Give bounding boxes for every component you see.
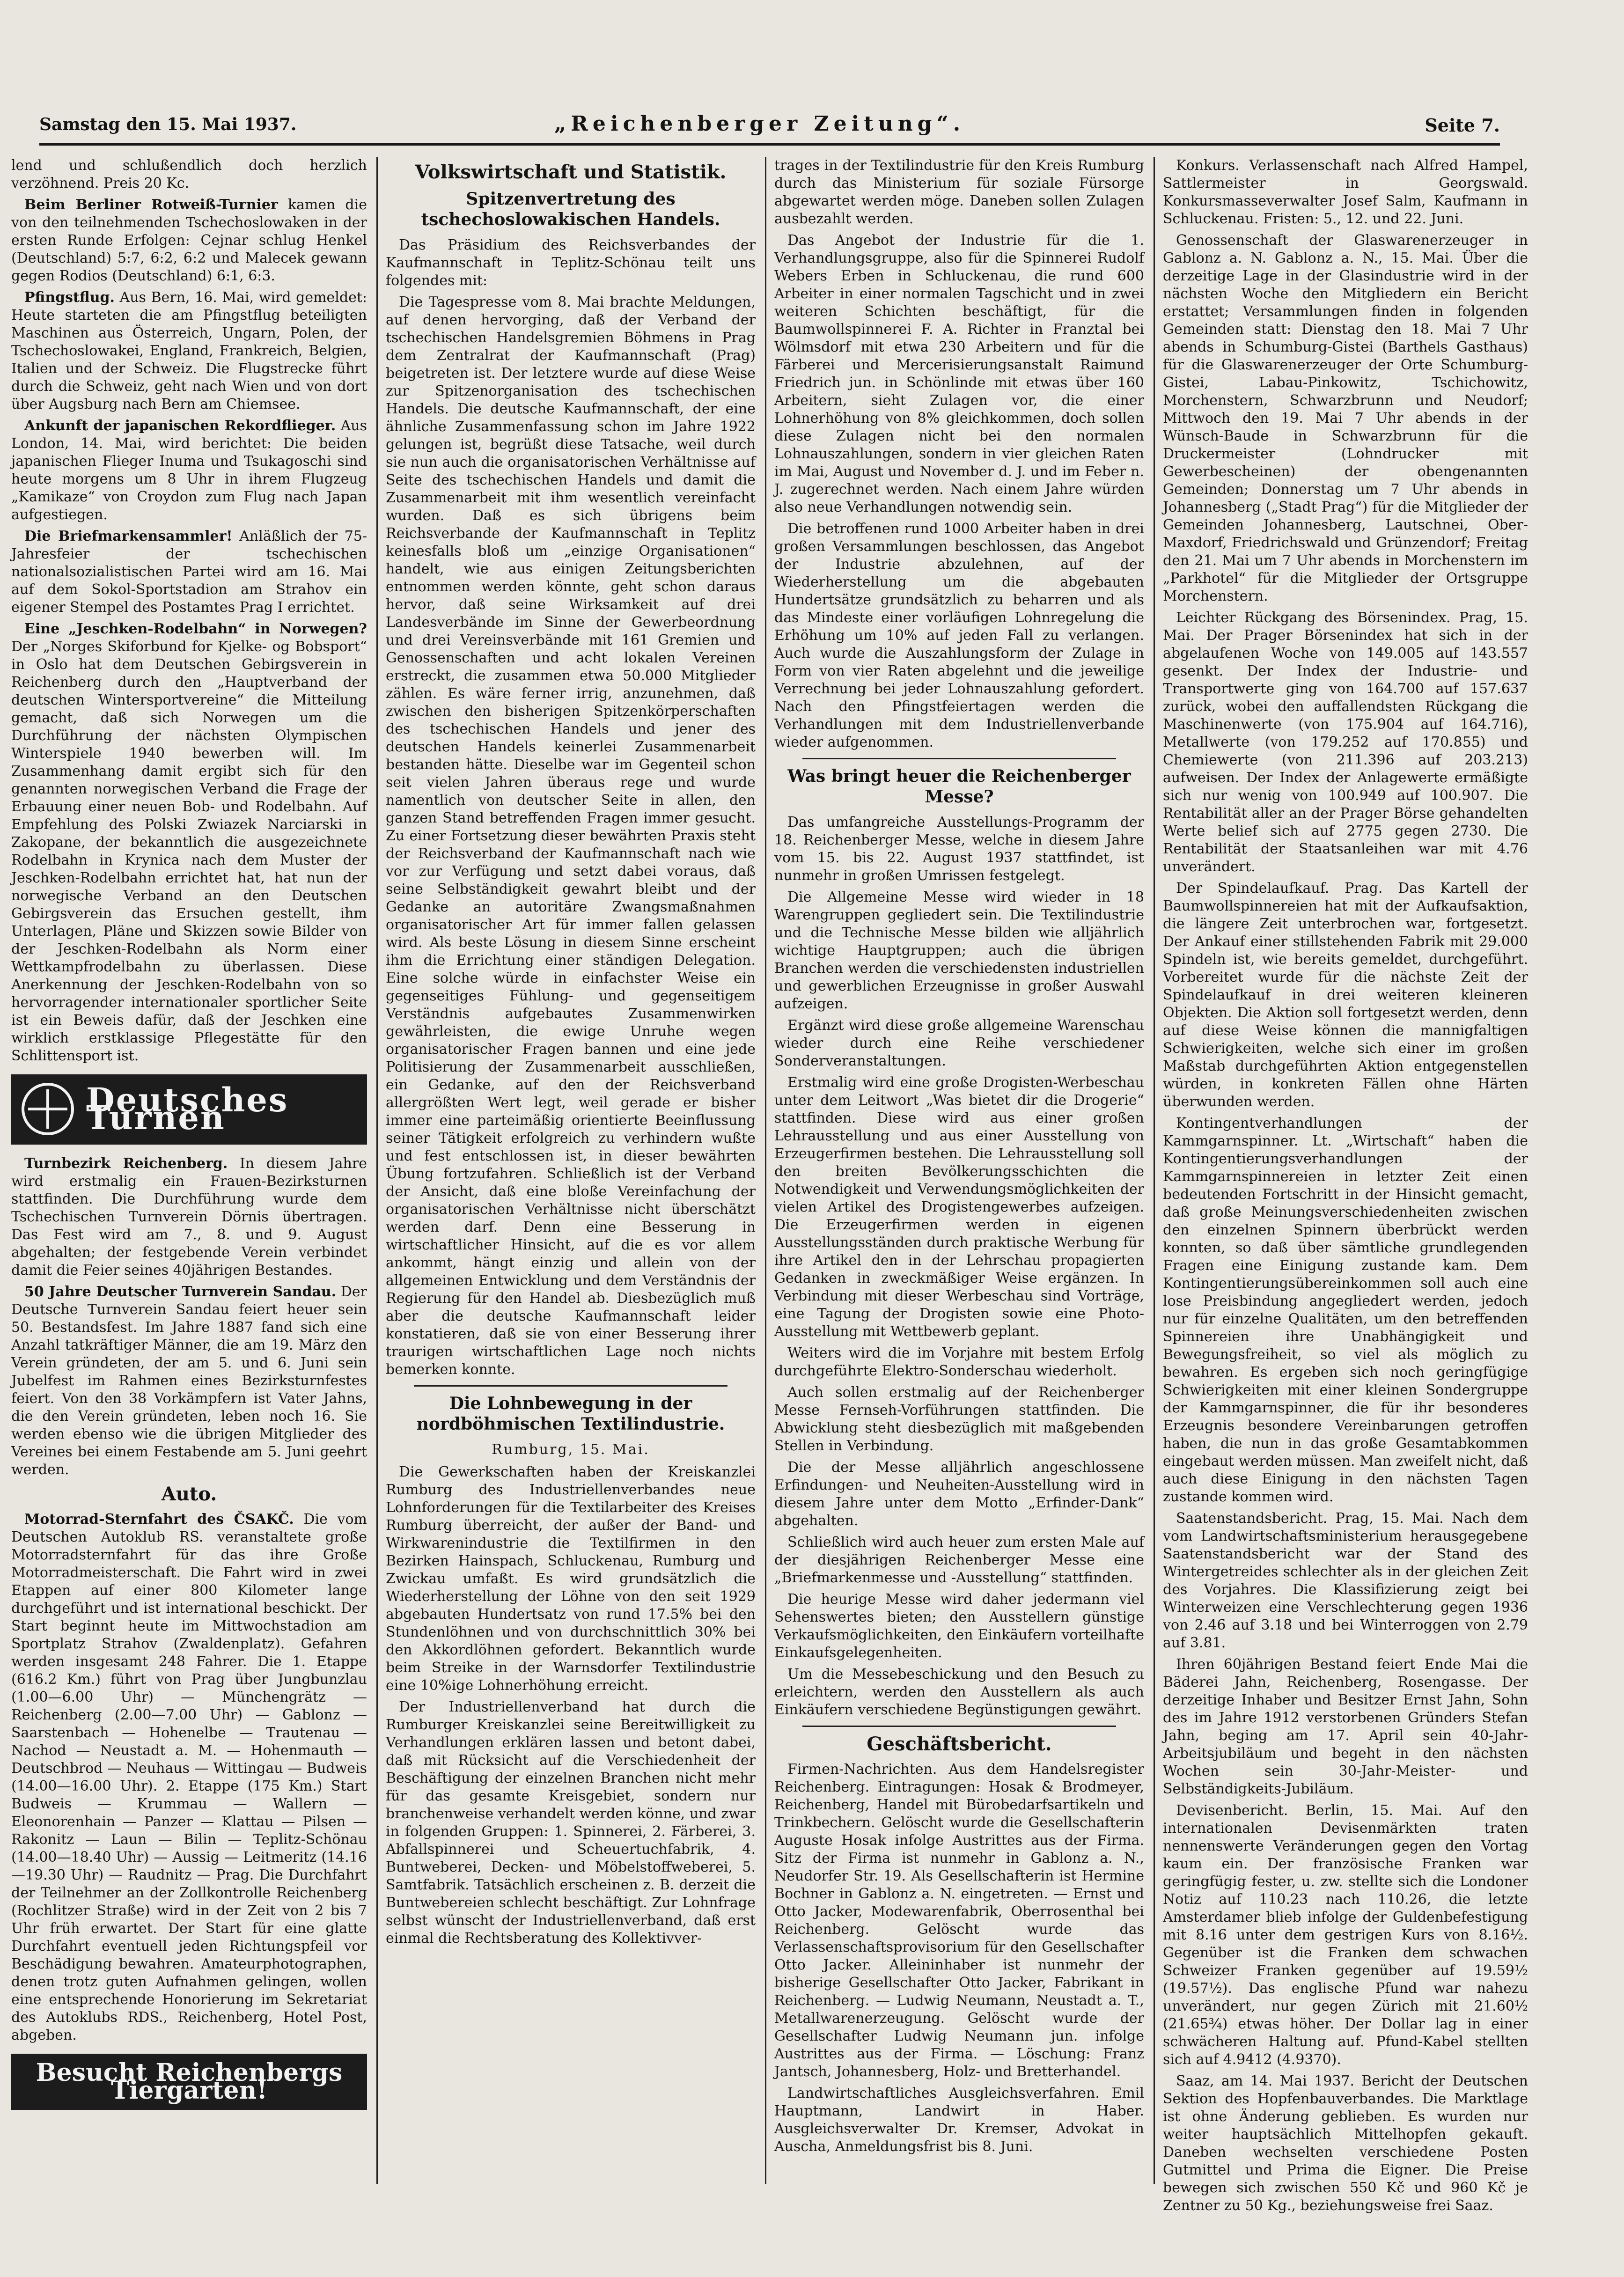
section-title-auto: Auto. xyxy=(161,1483,217,1505)
article-paragraph: Die heurige Messe wird daher jedermann viel Sehenswertes bieten; den Ausstellern günstige Verkaufsmöglichkeiten, den Einkäufern vorteilhafte Einkaufsgelegenheiten. xyxy=(774,1591,1144,1661)
column-1 xyxy=(11,157,367,2184)
article-paragraph: trages in der Textilindustrie für den Kreis Rumburg durch das Ministerium für soziale Fürsorge abgewartet werden möge. Daneben sollen Zulagen ausbezahlt werden. xyxy=(774,157,1144,227)
article-paragraph: Weiters wird die im Vorjahre mit bestem Erfolg durchgeführte Elektro-Sonderschau wiederholt. xyxy=(774,1345,1144,1379)
news-item-text: Anläßlich der 75-Jahresfeier der tschechischen nationalsozialistischen Partei wird am 16. Mai auf dem Sokol-Sportstadion am Strahov ein eigener Stempel des Postamtes Prag I errichtet. xyxy=(11,528,367,616)
article-paragraph: Leichter Rückgang des Börsenindex. Prag, 15. Mai. Der Prager Börsenindex hat sich in der abgelaufenen Woche von 149.005 auf 143.557 gesenkt. Der Index der Industrie- und Transportwerte ging von 164.700 auf 157.637 zurück, wobei den auffallendsten Rückgang die Maschinenwerte (von 175.904 auf 164.716), Metallwerte (von 179.252 auf 170.855) und Chemiewerte (von 211.396 auf 203.213) aufweisen. Der Index der Anlagewerte ermäßigte sich nur wenig von 100.949 auf 100.907. Die Rentabilität aller an der Prager Börse gehandelten Werte belief sich auf 2775 gegen 2730. Die Rentabilität der Staatsanleihen war mit 4.76 unverändert. xyxy=(1163,610,1528,875)
column-rule xyxy=(765,157,766,2184)
news-item-lead: Beim Berliner Rotweiß-Turnier xyxy=(24,197,278,213)
news-item xyxy=(11,620,367,1065)
news-item xyxy=(11,1283,367,1479)
section-title-geschaeftsbericht: Geschäftsbericht. xyxy=(867,1733,1052,1755)
news-item-text: Die vom Deutschen Autoklub RS. veranstaltete große Motorradsternfahrt für das ihre Große Motorradmeisterschaft. Die Fahrt wird in zwei Etappen auf einer 800 Kilometer lange durchgeführt und ist international beschickt. Der Start beginnt heute im Mittwochstadion am Sportplatz Strahov (Zwaldenplatz). Gefahren werden insgesamt 248 Fahrer. Die 1. Etappe (616.2 Km.) führt von Prag über Jungbunzlau (1.00—6.00 Uhr) — Münchengrätz — Reichenberg (2.00—7.00 Uhr) — Gablonz — Saarstenbach — Hohenelbe — Trautenau — Nachod — Neustadt a. M. — Hohenmauth — Deutschbrod — Neuhaus — Wittingau — Budweis (14.00—16.00 Uhr). 2. Etappe (175 Km.) Start Budweis — Krummau — Wallern — Eleonorenhain — Panzer — Klattau — Pilsen — Rakonitz — Laun — Bilin — Teplitz-Schönau (14.00—18.40 Uhr) — Aussig — Leitmeritz (14.16—19.30 Uhr) — Raudnitz — Prag. Die Durchfahrt der Teilnehmer an der Zollkontrolle Reichenberg (Rochlitzer Straße) wird in der Zeit von 2 bis 7 Uhr früh erwartet. Der Start für eine glatte Durchfahrt eventuell jeden Richtungspfeil vor Beschädigung bewahren. Amateurphotographen, denen trotz guten Aufnahmen gelingen, wollen eine entsprechende Honorierung im Sekretariat des Autoklubs RDS., Reichenberg, Hotel Post, abgeben. xyxy=(11,1511,367,2043)
news-item xyxy=(11,289,367,413)
news-item xyxy=(11,528,367,617)
column-rule xyxy=(1154,157,1155,2184)
news-item-lead: Turnbezirk Reichenberg. xyxy=(24,1155,228,1172)
article-title: Was bringt heuer die Reichenberger Messe? xyxy=(787,766,1131,807)
article-paragraph: Ergänzt wird diese große allgemeine Warenschau wieder durch eine Reihe verschiedener Sonderveranstaltungen. xyxy=(774,1017,1144,1069)
article-paragraph: Auch sollen erstmalig auf der Reichenberger Messe Fernseh-Vorführungen stattfinden. Die Abwicklung steht diesbezüglich mit maßgebenden Stellen in Verbindung. xyxy=(774,1384,1144,1454)
article-paragraph: Saaz, am 14. Mai 1937. Bericht der Deutschen Sektion des Hopfenbauverbandes. Die Marktlage ist ohne Änderung geblieben. Es wurden nur weiter hauptsächlich Mittelhopfen gekauft. Daneben wechselten verschiedene Posten Gutmittel und Prima die Eigner. Die Preise bewegen sich zwischen 550 Kč und 960 Kč je Zentner zu 50 Kg., beziehungsweise frei Saaz. xyxy=(1163,2073,1528,2214)
article-title: Die Lohnbewegung in der nordböhmischen Textilindustrie. xyxy=(416,1394,725,1434)
news-item-lead: Motorrad-Sternfahrt des ČSAKČ. xyxy=(24,1511,294,1528)
news-item-text: Der Deutsche Turnverein Sandau feiert heuer sein 50. Bestandsfest. Im Jahre 1887 fand sich eine Anzahl tatkräftiger Männer, die am 19. März den Verein gründeten, der am 5. und 6. Juni sein Jubelfest im Rahmen eines Bezirksturnfestes feiert. Von den 38 Vorkämpfern ist Vater Jahns, die den Verein gründeten, leben noch 16. Sie werden ebenso wie die übrigen Mitglieder des Vereines bei einem Festabende am 5. Juni geehrt werden. xyxy=(11,1284,367,1478)
article-paragraph: Das umfangreiche Ausstellungs-Programm der 18. Reichenberger Messe, welche in diesem Jahre vom 15. bis 22. August 1937 stattfindet, ist nunmehr in großen Umrissen festgelegt. xyxy=(774,814,1144,884)
section-banner-turnen xyxy=(11,1074,367,1145)
article-paragraph: Schließlich wird auch heuer zum ersten Male auf der diesjährigen Reichenberger Messe eine „Briefmarkenmesse und -Ausstellung“ stattfinden. xyxy=(774,1534,1144,1586)
page-header xyxy=(39,110,1500,146)
article-dateline: Rumburg, 15. Mai. xyxy=(492,1441,650,1458)
news-item-text: In diesem Jahre wird erstmalig ein Frauen-Bezirksturnen stattfinden. Die Durchführung wurde dem Tschechischen Turnverein Dörnis übertragen. Das Fest wird am 7., 8. und 9. August abgehalten; der festgebende Verein verbindet damit die Feier seines 40jährigen Bestandes. xyxy=(11,1155,367,1278)
news-item-text: kamen die von den teilnehmenden Tschechoslowaken in der ersten Runde Erfolgen: Cejnar schlug Henkel (Deutschland) 5:7, 6:2, 6:2 und Malecek gewann gegen Rodios (Deutschland) 6:1, 6:3. xyxy=(11,197,367,284)
divider xyxy=(802,758,1116,759)
header-paper-name: „Reichenberger Zeitung“. xyxy=(554,112,965,136)
news-item-text: Aus Bern, 16. Mai, wird gemeldet: Heute starteten die am Pfingstflug beteiligten Maschinen aus Österreich, Ungarn, Polen, der Tschechoslowakei, England, Frankreich, Belgien, Italien und der Schweiz. Die Flugstrecke führt durch die Schweiz, geht nach Wien und von dort über Augsburg nach Bern am Chiemsee. xyxy=(11,289,367,412)
article-paragraph: Devisenbericht. Berlin, 15. Mai. Auf den internationalen Devisenmärkten traten nennenswerte Veränderungen gegen den Vortag kaum ein. Der französische Franken war geringfügig fester, u. zw. stellte sich die Londoner Notiz auf 110.23 nach 110.26, die letzte Amsterdamer blieb infolge der Guldenbefestigung mit 8.16 unter dem gestrigen Kurs von 8.16½. Gegenüber ist die Franken dem schwachen Schweizer Franken gegenüber auf 19.59½ (19.57½). Das englische Pfund war nahezu unverändert, nur gegen Zürich mit 21.60½ (21.65¾) etwas höher. Der Dollar lag in einer schwächeren Haltung auf. Pfund-Kabel stellten sich auf 4.9412 (4.9370). xyxy=(1163,1802,1528,2068)
news-item-lead: Eine „Jeschken-Rodelbahn“ in Norwegen? xyxy=(24,621,367,637)
column-rule xyxy=(376,157,378,2184)
article-paragraph: Firmen-Nachrichten. Aus dem Handelsregister Reichenberg. Eintragungen: Hosak & Brodmeyer, Reichenberg, Handel mit Bürobedarfsartikeln und Trinkbechern. Gelöscht wurde die Gesellschafterin Auguste Hosak infolge Austrittes aus der Firma. Sitz der Firma ist nunmehr in Gablonz a. N., Neudorfer Str. 19. Als Gesellschafterin ist Hermine Bochner in Gablonz a. N. eingetreten. — Ernst und Otto Jacker, Modewarenfabrik, Oberrosenthal bei Reichenberg. Gelöscht wurde das Verlassenschaftsprovisorium für den Gesellschafter Otto Jacker. Alleininhaber ist nunmehr der bisherige Gesellschafter Otto Jacker, Fabrikant in Reichenberg. — Ludwig Neumann, Neustadt a. T., Metallwarenerzeugung. Gelöscht wurde der Gesellschafter Ludwig Neumann jun. infolge Austrittes aus der Firma. — Löschung: Franz Jantsch, Johannesberg, Holz- und Bretterhandel. xyxy=(774,1761,1144,2080)
article-paragraph: Konkurs. Verlassenschaft nach Alfred Hampel, Sattlermeister in Georgswald. Konkursmasseverwalter Josef Salm, Kaufmann in Schluckenau. Fristen: 5., 12. und 22. Juni. xyxy=(1163,157,1528,227)
header-date: Samstag den 15. Mai 1937. xyxy=(39,115,297,134)
article-paragraph: Um die Messebeschickung und den Besuch zu erleichtern, werden den Ausstellern als auch Einkäufern verschiedene Begünstigungen gewährt. xyxy=(774,1666,1144,1718)
article-paragraph: Die betroffenen rund 1000 Arbeiter haben in drei großen Versammlungen beschlossen, das Angebot der Industrie abzulehnen, auf der Wiederherstellung um die abgebauten Hundertsätze grundsätzlich zu beharren und als das Mindeste einer vorläufigen Lohnregelung die Erhöhung um 10% auf jeden Fall zu verlangen. Auch wurde die Auszahlungsform der Zulage in Form von vier Raten abgelehnt und die jeweilige Verrechnung bei jeder Lohnauszahlung gefordert. Nach den Pfingstfeiertagen werden die Verhandlungen mit dem Industriellenverbande wieder aufgenommen. xyxy=(774,521,1144,750)
divider xyxy=(802,1726,1116,1727)
article-paragraph: Kontingentverhandlungen der Kammgarnspinner. Lt. „Wirtschaft“ haben die Kontingentierungsverhandlungen der Kammgarnspinnereien in letzter Zeit einen bedeutenden Fortschritt in der Hinsicht gemacht, daß große Meinungsverschiedenheiten zwischen den einzelnen Spinnern überbrückt werden konnten, so daß über sämtliche grundlegenden Fragen eine Einigung zustande kam. Dem Kontingentierungsübereinkommen soll auch eine lose Preisbindung angegliedert werden, jedoch nur für einzelne Qualitäten, um den betreffenden Spinnereien ihre Unabhängigkeit und Bewegungsfreiheit, so viel als möglich zu bewahren. Es ergeben sich noch geringfügige Schwierigkeiten mit einer kleinen Sondergruppe der Kammgarnspinner, die für ihr besonderes Erzeugnis besondere Vereinbarungen getroffen haben, die nun in das große Gesamtabkommen eingebaut werden müssen. Man zweifelt nicht, daß auch diese Einigung in den nächsten Tagen zustande kommen wird. xyxy=(1163,1115,1528,1505)
article-paragraph: Erstmalig wird eine große Drogisten-Werbeschau unter dem Leitwort „Was bietet dir die Drogerie“ stattfinden. Diese wird aus einer großen Lehrausstellung und aus einer Ausstellung von Erzeugerfirmen bestehen. Die Lehrausstellung soll den breiten Bevölkerungsschichten die Notwendigkeit und Verwendungsmöglichkeiten der vielen Artikel des Drogistengewerbes aufzeigen. Die Erzeugerfirmen werden in eigenen Ausstellungsständen durch praktische Werbung für ihre Artikel den in der Lehrschau propagierten Gedanken in zweckmäßiger Weise ergänzen. In Verbindung mit dieser Werbeschau sind Vorträge, eine Tagung der Drogisten sowie eine Photo-Ausstellung mit Wettbewerb geplant. xyxy=(774,1074,1144,1340)
article-paragraph: Die Tagespresse vom 8. Mai brachte Meldungen, auf denen hervorging, daß der Verband der tschechischen Handelsgremien Böhmens in Prag dem Zentralrat der Kaufmannschaft (Prag) beigetreten ist. Der letztere wurde auf diese Weise zur Spitzenorganisation des tschechischen Handels. Die deutsche Kaufmannschaft, der eine ähnliche Zusammenfassung schon im Jahre 1922 gelungen ist, begrüßt diese Tatsache, weil durch sie nun auch die organisatorischen Verhältnisse auf Seite des tschechischen Handels und damit die Zusammenarbeit mit ihm wesentlich vereinfacht wurden. Daß es sich übrigens beim Reichsverbande der Kaufmannschaft in Teplitz keinesfalls bloß um „einzige Organisationen“ handelt, wie aus einigen Zeitungsberichten entnommen werden könnte, geht schon daraus hervor, daß seine Wirksamkeit auf drei Landesverbände im Sinne der Gewerbeordnung und drei Vereinsverbände mit 161 Gremien und Genossenschaften und acht lokalen Vereinen erstreckt, die zusammen etwa 50.000 Mitglieder zählen. Es wäre ferner irrig, anzunehmen, daß zwischen den bisherigen Spitzenkörperschaften des tschechischen Handels und jener des deutschen Handels keinerlei Zusammenarbeit bestanden hätte. Dieselbe war im Gegenteil schon seit vielen Jahren überaus rege und wurde namentlich von deutscher Seite in allen, den ganzen Stand betreffenden Fragen immer gesucht. Zu einer Fortsetzung dieser bewährten Praxis steht der Reichsverband der Kaufmannschaft nach wie vor zur Verfügung und setzt dabei voraus, daß seine Selbständigkeit gewahrt bleibt und der Gedanke an autoritäre Zwangsmaßnahmen organisatorischer Art für immer fallen gelassen wird. Als beste Lösung in diesem Sinne erscheint ihm die Errichtung einer ständigen Delegation. Eine solche würde in einfachster Weise ein gegenseitiges Fühlung- und gegenseitigem Verständnis aufgebautes Zusammenwirken gewährleisten, die ewige Unruhe wegen organisatorischer Fragen bannen und eine jede Politisierung der Zusammenarbeit ausschließen, ein Gedanke, auf den der Reichsverband allergrößten Wert legt, weil gerade er bisher immer eine parteimäßig orientierte Beeinflussung seiner Tätigkeit erfolgreich zu verhindern wußte und fest entschlossen ist, in dieser bewährten Übung fortzufahren. Schließlich ist der Verband der Ansicht, daß eine bloße Vereinfachung der organisatorischen Verhältnisse nicht überschätzt werden darf. Denn eine Besserung in wirtschaftlicher Hinsicht, auf die es vor allem ankommt, hängt einzig und allein von der allgemeinen Entwicklung und dem Verständnis der Regierung für den Handel ab. Diesbezüglich muß aber die deutsche Kaufmannschaft leider konstatieren, daß sie von einer Besserung ihrer traurigen wirtschaftlichen Lage noch nichts bemerken konnte. xyxy=(386,294,756,1378)
advert-banner-tiergarten: Besucht Reichenbergs Tiergarten! xyxy=(11,2054,367,2110)
article-paragraph: Saatenstandsbericht. Prag, 15. Mai. Nach dem vom Landwirtschaftsministerium herausgegebene Saatenstandsbericht war der Stand des Wintergetreides schlechter als in der gleichen Zeit des Vorjahres. Die Klassifizierung zeigt bei Winterweizen eine Verschlechterung gegen 1936 von 2.46 auf 3.18 und bei Winterroggen von 2.79 auf 3.81. xyxy=(1163,1510,1528,1651)
article-paragraph: Die der Messe alljährlich angeschlossene Erfindungen- und Neuheiten-Ausstellung wird in diesem Jahre unter dem Motto „Erfinder-Dank“ abgehalten. xyxy=(774,1459,1144,1529)
news-item-lead: Ankunft der japanischen Rekordflieger. xyxy=(24,418,336,434)
article-paragraph: Der Spindelaufkauf. Prag. Das Kartell der Baumwollspinnereien hat mit der Aufkaufsaktion, die längere Zeit unterbrochen war, fortgesetzt. Der Ankauf einer stillstehenden Fabrik mit 29.000 Spindeln ist, wie bereits gemeldet, durchgeführt. Vorbereitet wurde für die nächste Zeit der Spindelaufkauf in drei weiteren kleineren Objekten. Die Aktion soll fortgesetzt werden, denn auf diese Weise können die mannigfaltigen Schwierigkeiten, welche sich einer im großen Maßstab durchgeführten Aktion entgegenstellen würden, in konkreten Fällen ohne Härten überwunden werden. xyxy=(1163,880,1528,1110)
header-page-number: Seite 7. xyxy=(1425,115,1500,136)
turner-cross-icon xyxy=(22,1083,74,1135)
section-title-volkswirtschaft: Volkswirtschaft und Statistik. xyxy=(415,161,727,183)
newspaper-page xyxy=(11,110,1528,2214)
article-paragraph: Die Gewerkschaften haben der Kreiskanzlei Rumburg des Industriellenverbandes neue Lohnforderungen für die Textilarbeiter des Kreises Rumburg überreicht, der außer der Band- und Wirkwarenindustrie die Textilfirmen in den Bezirken Hainspach, Schluckenau, Rumburg und Zwickau umfaßt. Es wird grundsätzlich die Wiederherstellung der Löhne von den seit 1929 abgebauten Hundertsatz von rund 17.5% bei den Stundenlöhnen und von durchschnittlich 30% bei den Akkordlöhnen gefordert. Bekanntlich wurde beim Streike in der Warnsdorfer Textilindustrie eine 10%ige Lohnerhöhung erreicht. xyxy=(386,1464,756,1694)
news-item-text: Der „Norges Skiforbund for Kjelke- og Bobsport“ in Oslo hat dem Deutschen Gebirgsverein in Reichenberg durch den „Hauptverband der deutschen Wintersportvereine“ die Mitteilung gemacht, daß sich Norwegen um die Durchführung der nächsten Olympischen Winterspiele 1940 bewerben will. Im Zusammenhang damit ergibt sich für den genannten norwegischen Verband die Frage der Erbauung einer neuen Bob- und Rodelbahn. Auf Empfehlung des Polski Zwiazek Narciarski in Zakopane, der bekanntlich die ausgezeichnete Rodelbahn in Krynica nach dem Muster der Jeschken-Rodelbahn errichtet hat, hat nun der norwegische Verband an den Deutschen Gebirgsverein das Ersuchen gestellt, ihm Unterlagen, Pläne und Skizzen sowie Bilder von der Jeschken-Rodelbahn als Norm einer Wettkampfrodelbahn zu überlassen. Diese Anerkennung der Jeschken-Rodelbahn von so hervorragender internationaler sportlicher Seite ist ein Beweis dafür, daß der Jeschken eine wirklich erstklassige Pflegestätte für den Schlittensport ist. xyxy=(11,639,367,1064)
column-3 xyxy=(774,157,1144,2184)
column-4 xyxy=(1163,157,1528,2214)
article-paragraph: Landwirtschaftliches Ausgleichsverfahren. Emil Hauptmann, Landwirt in Haber. Ausgleichsverwalter Dr. Kremser, Advokat in Auscha, Anmeldungsfrist bis 8. Juni. xyxy=(774,2085,1144,2155)
news-item xyxy=(11,196,367,285)
article-paragraph: Der Industriellenverband hat durch die Rumburger Kreiskanzlei seine Bereitwilligkeit zu Verhandlungen erklären lassen und betont dabei, daß mit Rücksicht auf die Verschiedenheit der Beschäftigung der einzelnen Branchen nicht mehr für das gesamte Kreisgebiet, sondern nur branchenweise verhandelt werden könne, und zwar in folgenden Gruppen: 1. Spinnerei, 2. Färberei, 3. Abfallspinnerei und Scheuertuchfabrik, 4. Buntweberei, Decken- und Möbelstoffweberei, 5. Samtfabrik. Tatsächlich erscheinen z. B. derzeit die Buntwebereien schlecht beschäftigt. Zur Lohnfrage selbst wünscht der Industriellenverband, daß erst einmal die Rechtsberatung des Kollektivver- xyxy=(386,1699,756,1946)
article-paragraph: Die Allgemeine Messe wird wieder in 18 Warengruppen gegliedert sein. Die Textilindustrie und die Technische Messe bilden wie alljährlich wichtige Hauptgruppen; auch die übrigen Branchen werden die verschiedensten industriellen und gewerblichen Erzeugnisse in großer Auswahl aufzeigen. xyxy=(774,889,1144,1012)
news-item-lead: Pfingstflug. xyxy=(24,289,115,306)
article-title: Spitzenvertretung des tschechoslowakischen Handels. xyxy=(421,189,720,229)
news-item-text: Aus London, 14. Mai, wird berichtet: Die beiden japanischen Flieger Inuma und Tsukagoschi sind heute morgens um 8 Uhr in ihrem Flugzeug „Kamikaze“ von Croydon zum Flug nach Japan aufgestiegen. xyxy=(11,418,367,523)
article-text: lend und schlußendlich doch herzlich verzöhnend. Preis 20 Kc. xyxy=(11,157,367,191)
news-item-lead: Die Briefmarkensammler! xyxy=(24,528,233,544)
news-item xyxy=(11,1511,367,2044)
section-banner-title: Deutsches Turnen xyxy=(86,1080,289,1137)
article-paragraph: Ihren 60jährigen Bestand feiert Ende Mai die Bäderei Jahn, Reichenberg, Rosengasse. Der derzeitige Inhaber und Besitzer Ernst Jahn, Sohn des im Jahre 1912 verstorbenen Gründers Stefan Jahn, beging am 17. April sein 40-Jahr-Arbeitsjubiläum und begeht in den nächsten Wochen sein 30-Jahr-Meister- und Selbständigkeits-Jubiläum. xyxy=(1163,1656,1528,1797)
news-item-lead: 50 Jahre Deutscher Turnverein Sandau. xyxy=(24,1284,337,1300)
news-item xyxy=(11,1155,367,1279)
article-paragraph: Genossenschaft der Glaswarenerzeuger in Gablonz a. N. Gablonz a. N., 15. Mai. Über die derzeitige Lage in der Glasindustrie wird in der nächsten Woche den Mitgliedern ein Bericht erstattet; Versammlungen finden in folgenden Gemeinden statt: Dienstag den 18. Mai 7 Uhr abends in Schumburg-Gistei (Barthels Gasthaus) für die Glaswarenerzeuger der Orte Schumburg-Gistei, Labau-Pinkowitz, Tschichowitz, Morchenstern, Schwarzbrunn und Neudorf; Mittwoch den 19. Mai 7 Uhr abends in der Wünsch-Baude in Schwarzbrunn für die Druckermeister (Lohndrucker mit Gewerbescheinen) der obengenannten Gemeinden; Donnerstag um 7 Uhr abends in Johannesberg („Stadt Prag“) für die Mitglieder der Gemeinden Johannesberg, Lautschnei, Ober-Maxdorf, Friedrichswald und Grünzendorf; Freitag den 21. Mai um 7 Uhr abends in Morchenstern im „Parkhotel“ für die Mitglieder der Ortsgruppe Morchenstern. xyxy=(1163,232,1528,604)
divider xyxy=(414,1385,727,1387)
news-item xyxy=(11,417,367,524)
article-paragraph: Das Angebot der Industrie für die 1. Verhandlungsgruppe, also für die Spinnerei Rudolf Webers Erben in Schluckenau, die rund 600 Arbeiter in einer normalen Tagschicht und in zwei weiteren Schichten beschäftigt, für die Baumwollspinnerei F. A. Richter in Franztal bei Wölmsdorf mit etwa 230 Arbeitern und für die Färberei und Mercerisierungsanstalt Raimund Friedrich jun. in Schönlinde mit etwas über 160 Arbeitern, sieht Zulagen vor, die einer Lohnerhöhung von 8% gleichkommen, doch sollen diese Zulagen nicht bei den normalen Lohnauszahlungen, sondern in vier gleichen Raten im Mai, August und November d. J. und im Feber n. J. zugerechnet werden. Nach einem Jahre würden also neue Verhandlungen notwendig sein. xyxy=(774,232,1144,515)
column-2 xyxy=(386,157,756,2184)
article-paragraph: Das Präsidium des Reichsverbandes der Kaufmannschaft in Teplitz-Schönau teilt uns folgendes mit: xyxy=(386,237,756,289)
